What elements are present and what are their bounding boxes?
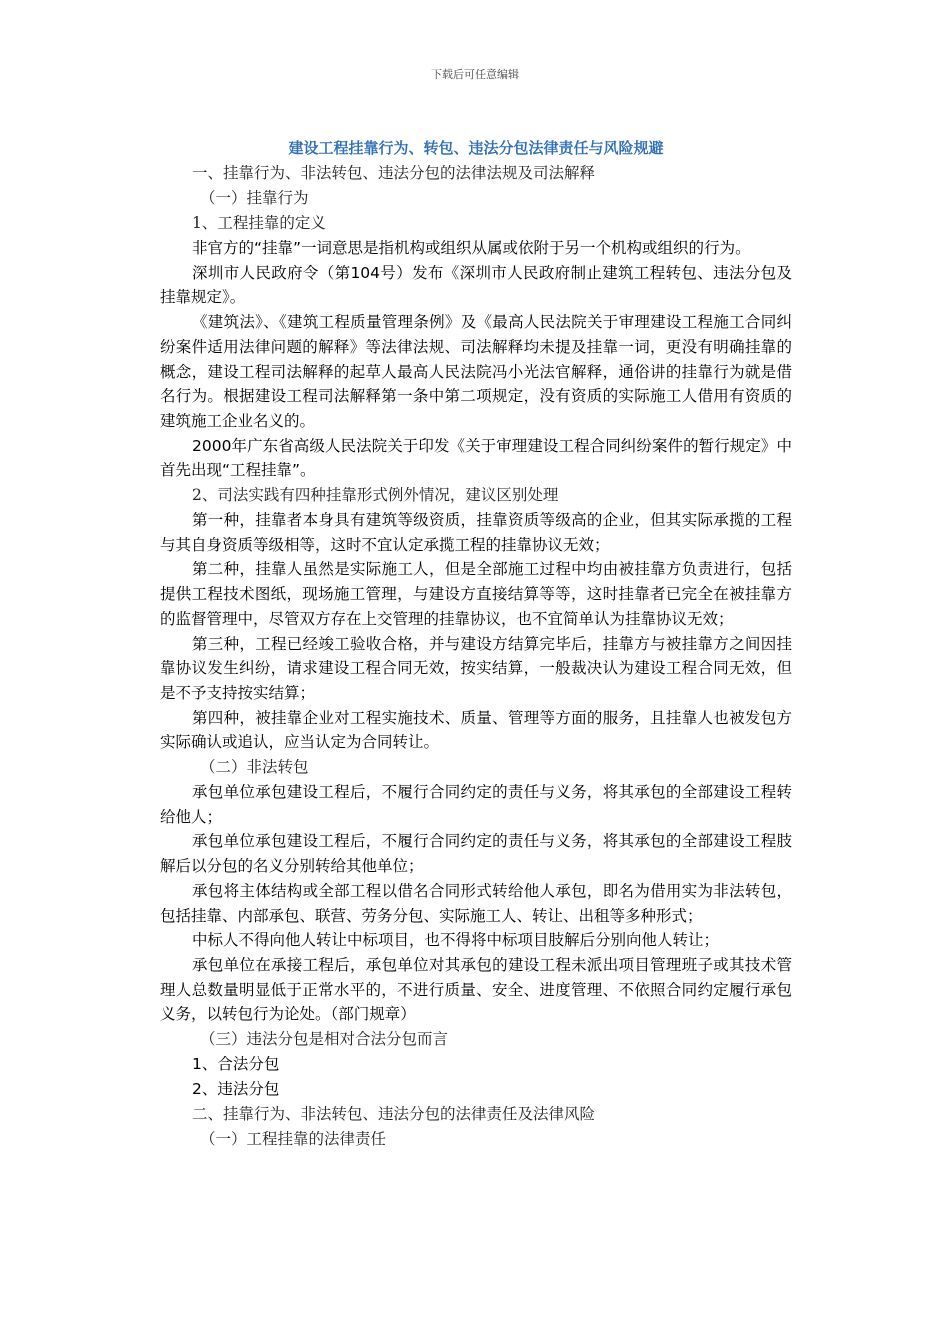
- item-heading: 1、工程挂靠的定义: [192, 214, 326, 232]
- paragraph: 《建筑法》、《建筑工程质量管理条例》及《最高人民法院关于审理建设工程施工合同纠纷案件适用法律问题的解释》等法律法规、司法解释均未提及挂靠一词，更没有明确挂靠的概念，建设工程司法解释的起草人最高人民法院冯小光法官解释，通俗讲的挂靠行为就是借名行为。根据建设工程司法解释第一条中第二项规定，没有资质的实际施工人借用有资质的建筑施工企业名义的。: [160, 313, 792, 430]
- paragraph: 承包单位在承接工程后，承包单位对其承包的建设工程未派出项目管理班子或其技术管理人总数量明显低于正常水平的，不进行质量、安全、进度管理、不依照合同约定履行承包义务，以转包行为论处。（部门规章）: [160, 955, 792, 1024]
- paragraph: 承包单位承包建设工程后，不履行合同约定的责任与义务，将其承包的全部建设工程转给他人；: [160, 783, 792, 826]
- paragraph: 2000年广东省高级人民法院关于印发《关于审理建设工程合同纠纷案件的暂行规定》中首先出现“工程挂靠”。: [160, 436, 792, 480]
- item-heading: 2、违法分包: [192, 1079, 280, 1098]
- page-header: 下载后可任意编辑: [431, 68, 519, 81]
- paragraph: 第一种，挂靠者本身具有建筑等级资质，挂靠资质等级高的企业，但其实际承揽的工程与其自身资质等级相等，这时不宜认定承揽工程的挂靠协议无效；: [160, 511, 792, 554]
- paragraph: 承包单位承包建设工程后，不履行合同约定的责任与义务，将其承包的全部建设工程肢解后以分包的名义分别转给其他单位；: [160, 832, 792, 876]
- document-title: 建设工程挂靠行为、转包、违法分包法律责任与风险规避: [288, 139, 664, 157]
- section-heading: 二、挂靠行为、非法转包、违法分包的法律责任及法律风险: [192, 1104, 596, 1123]
- subsection-heading: （一）工程挂靠的法律责任: [200, 1129, 387, 1148]
- item-heading: 2、司法实践有四种挂靠形式例外情况，建议区别处理: [192, 486, 559, 505]
- subsection-heading: （二）非法转包: [200, 758, 309, 777]
- document-body: [160, 136, 792, 1152]
- item-heading: 1、合法分包: [192, 1055, 280, 1074]
- subsection-heading: （一）挂靠行为: [200, 189, 309, 207]
- paragraph: 中标人不得向他人转让中标项目，也不得将中标项目肢解后分别向他人转让；: [192, 931, 720, 950]
- paragraph: 第三种，工程已经竣工验收合格，并与建设方结算完毕后，挂靠方与被挂靠方之间因挂靠协议发生纠纷，请求建设工程合同无效，按实结算，一般裁决认为建设工程合同无效，但是不予支持按实结算；: [160, 634, 792, 702]
- paragraph: 承包将主体结构或全部工程以借名合同形式转给他人承包，即名为借用实为非法转包，包括挂靠、内部承包、联营、劳务分包、实际施工人、转让、出租等多种形式；: [160, 881, 792, 925]
- section-heading: 一、挂靠行为、非法转包、违法分包的法律法规及司法解释: [192, 164, 596, 182]
- paragraph: 深圳市人民政府令（第104号）发布《深圳市人民政府制止建筑工程转包、违法分包及挂靠规定》。: [160, 263, 792, 307]
- subsection-heading: （三）违法分包是相对合法分包而言: [200, 1030, 449, 1049]
- paragraph: 非官方的“挂靠”一词意思是指机构或组织从属或依附于另一个机构或组织的行为。: [192, 239, 751, 257]
- paragraph: 第四种，被挂靠企业对工程实施技术、质量、管理等方面的服务，且挂靠人也被发包方实际确认或追认，应当认定为合同转让。: [160, 708, 792, 752]
- paragraph: 第二种，挂靠人虽然是实际施工人，但是全部施工过程中均由被挂靠方负责进行，包括提供工程技术图纸，现场施工管理，与建设方直接结算等等，这时挂靠者已完全在被挂靠方的监督管理中，尽管双方存在上交管理的挂靠协议，也不宜简单认为挂靠协议无效；: [160, 560, 792, 628]
